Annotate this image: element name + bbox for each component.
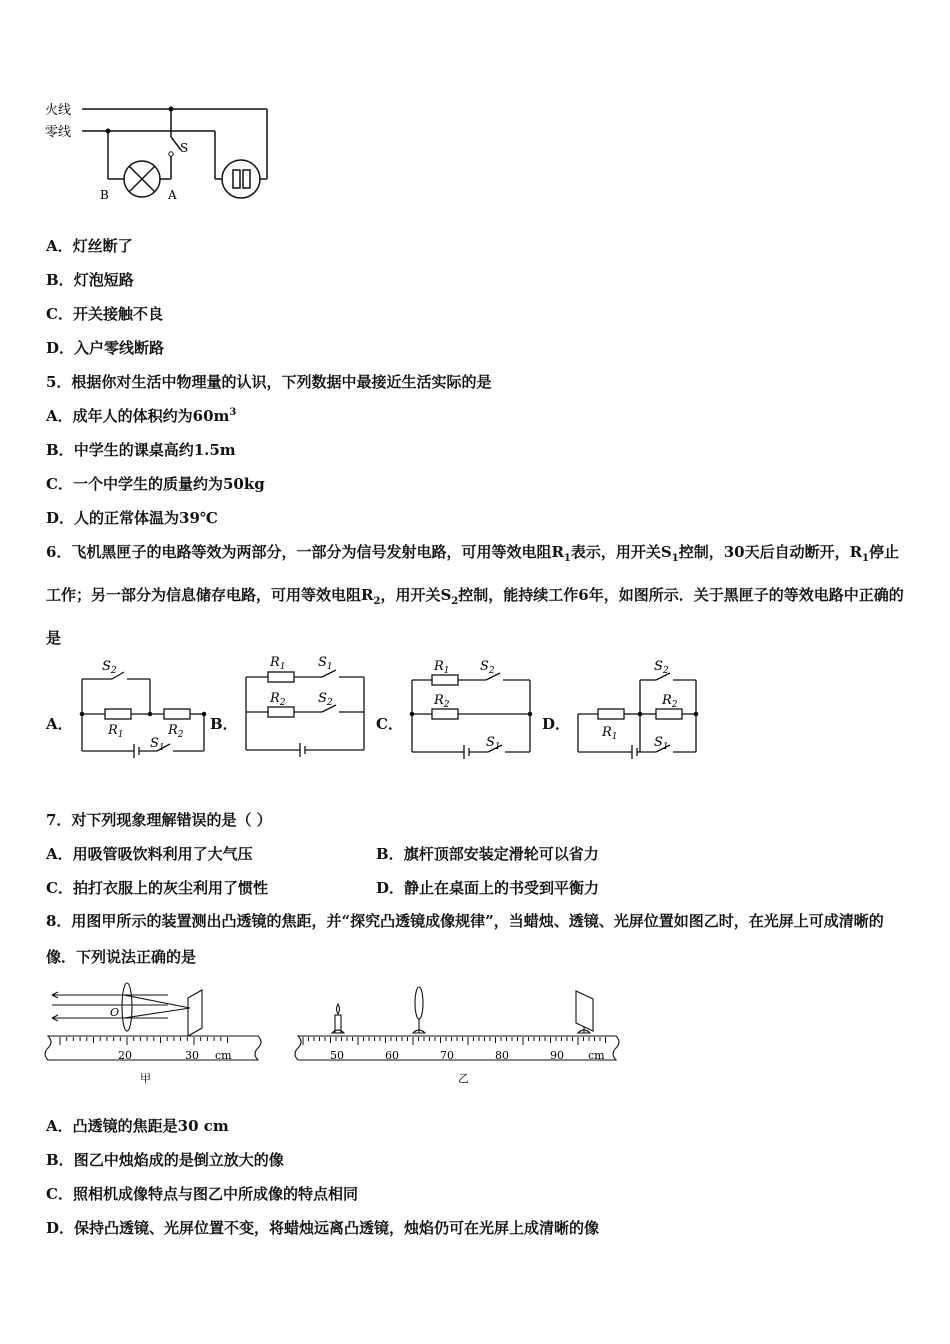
circuit-c-r1: $R_1$	[434, 659, 450, 676]
q4-option-c: C．开关接触不良	[46, 305, 163, 323]
q4-option-d: D．入户零线断路	[46, 339, 165, 357]
fig-a-tick-20: 20	[118, 1049, 132, 1062]
fig-b-tick-60: 60	[385, 1049, 399, 1062]
circuit-c-r2: $R_2$	[434, 693, 450, 710]
q7-option-a: A．用吸管吸饮料利用了大气压	[46, 845, 253, 863]
circuit-b-s2: $S_2$	[318, 691, 333, 708]
live-wire-label: 火线	[45, 103, 72, 118]
circuit-d-s1: $S_1$	[654, 735, 669, 752]
fig-b-tick-80: 80	[495, 1049, 509, 1062]
fig-b-tick-70: 70	[440, 1049, 454, 1062]
q7-stem: 7．对下列现象理解错误的是（ ）	[46, 811, 272, 829]
q5-option-d: D．人的正常体温为39℃	[46, 509, 218, 527]
circuit-d-label: D．	[542, 715, 571, 733]
point-b-label: B	[100, 188, 109, 202]
lens-center-label: O	[110, 1006, 120, 1019]
q5-option-c: C．一个中学生的质量约为50kg	[46, 475, 265, 493]
fig-a-caption: 甲	[140, 1072, 151, 1085]
fig-b-tick-50: 50	[330, 1049, 344, 1062]
q7-option-d: D．静止在桌面上的书受到平衡力	[376, 879, 600, 897]
q7-option-b: B．旗杆顶部安装定滑轮可以省力	[376, 845, 599, 863]
circuit-a-s2: $S_2$	[102, 659, 117, 676]
circuit-d-r1: $R_1$	[602, 725, 618, 742]
fig-a-unit: cm	[215, 1049, 232, 1062]
q5-option-a: A．成年人的体积约为$60m^3$	[46, 407, 237, 425]
switch-label: S	[180, 141, 189, 155]
fig-b-tick-90: 90	[550, 1049, 564, 1062]
q8-option-b: B．图乙中烛焰成的是倒立放大的像	[46, 1151, 284, 1169]
fig-b-caption: 乙	[458, 1072, 469, 1085]
q5-stem: 5．根据你对生活中物理量的认识，下列数据中最接近生活实际的是	[46, 373, 492, 391]
circuit-d-s2: $S_2$	[654, 659, 669, 676]
circuit-c-label: C．	[376, 715, 403, 733]
imaging-bench-figure	[288, 975, 633, 1090]
circuit-b-label: B．	[210, 715, 238, 733]
circuit-b-s1: $S_1$	[318, 655, 333, 672]
circuit-c-s1: $S_1$	[486, 735, 501, 752]
household-circuit-figure	[40, 95, 280, 205]
circuit-a-label: A．	[46, 715, 73, 733]
fig-b-unit: cm	[588, 1049, 605, 1062]
q8-option-d: D．保持凸透镜、光屏位置不变，将蜡烛远离凸透镜，烛焰仍可在光屏上成清晰的像	[46, 1219, 600, 1237]
circuit-d	[568, 652, 708, 764]
circuit-d-r2: $R_2$	[662, 693, 678, 710]
circuit-a-s1: $S_1$	[150, 736, 165, 753]
neutral-wire-label: 零线	[45, 125, 72, 140]
q4-option-a: A．灯丝断了	[46, 237, 133, 255]
circuit-c-s2: $S_2$	[480, 659, 495, 676]
q7-option-c: C．拍打衣服上的灰尘利用了惯性	[46, 879, 268, 897]
fig-a-tick-30: 30	[185, 1049, 199, 1062]
point-a-label: A	[168, 188, 177, 202]
circuit-c	[402, 652, 542, 764]
q5-option-b: B．中学生的课桌高约1.5m	[46, 441, 236, 459]
circuit-a-r2: $R_2$	[168, 723, 184, 740]
circuit-b-r2: $R_2$	[270, 691, 286, 708]
q4-option-b: B．灯泡短路	[46, 271, 134, 289]
q8-option-c: C．照相机成像特点与图乙中所成像的特点相同	[46, 1185, 358, 1203]
q8-stem: 8．用图甲所示的装置测出凸透镜的焦距，并“探究凸透镜成像规律”，当蜡烛、透镜、光屏位置如图乙时，在光屏上可成清晰的像．下列说法正确的是	[46, 912, 884, 966]
circuit-b-r1: $R_1$	[270, 655, 286, 672]
q8-option-a: A．凸透镜的焦距是30 cm	[46, 1117, 229, 1135]
circuit-a-r1: $R_1$	[108, 723, 124, 740]
q6-stem: 6．飞机黑匣子的电路等效为两部分，一部分为信号发射电路，可用等效电阻$R_1$表示，用开关$S_1$控制，30天后自动断开，$R_1$停止工作；另一部分为信息储存电路，可用等效电阻$R_2$，用开关$S_2$控制，能持续工作6年，如图所示．关于黑匣子的等效电路中正确的是	[46, 543, 904, 647]
circuit-b	[236, 652, 376, 764]
circuit-a	[72, 652, 212, 764]
lens-focal-figure	[40, 980, 270, 1090]
